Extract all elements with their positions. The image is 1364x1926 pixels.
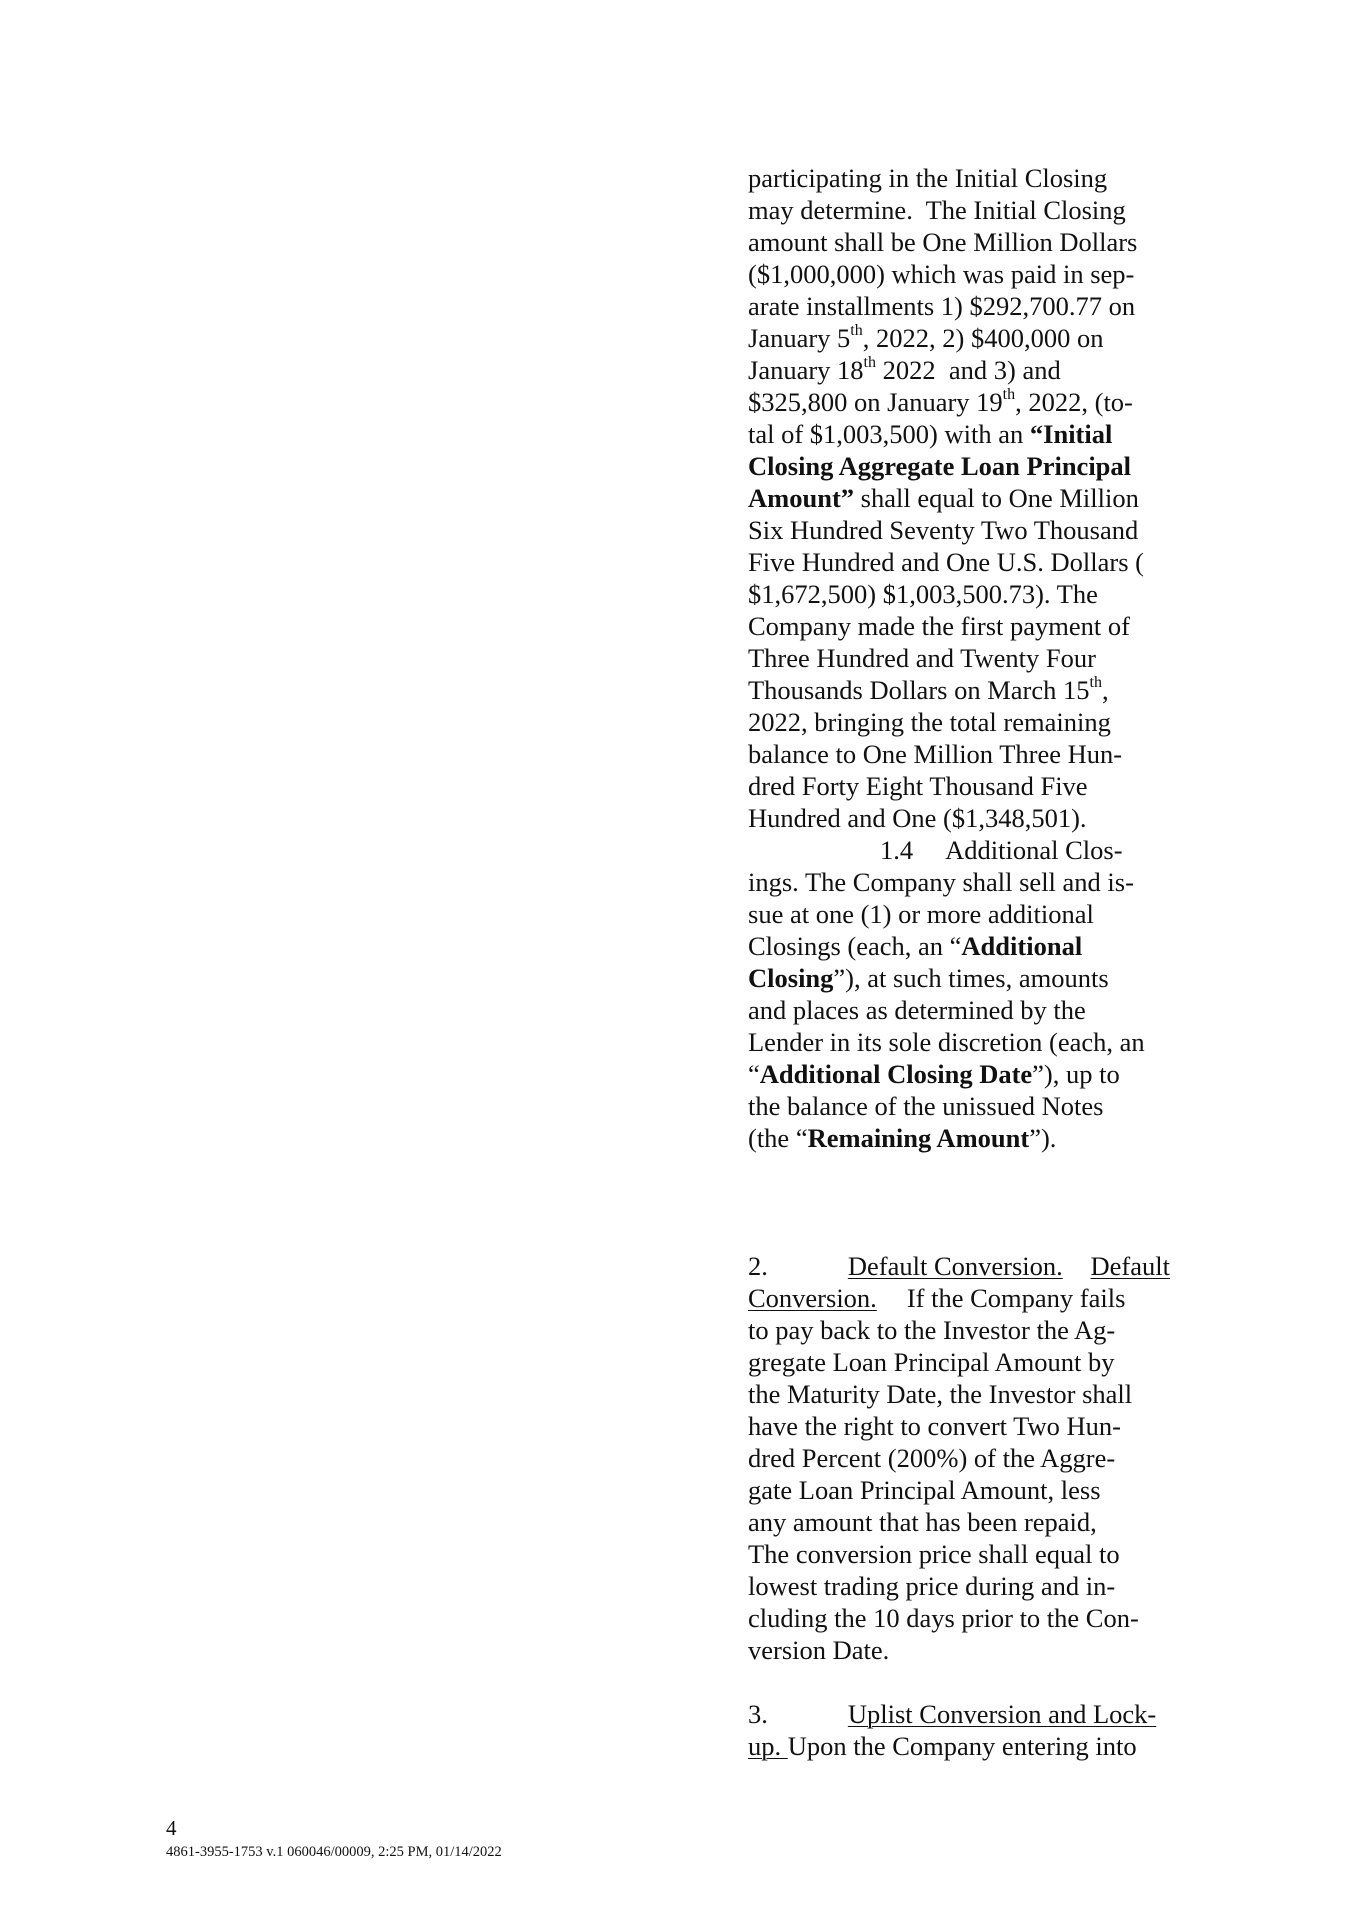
text-line: arate installments 1) $292,700.77 on: [748, 291, 1136, 321]
text-line: and places as determined by the: [748, 995, 1086, 1025]
section-number: 3.: [748, 1699, 768, 1729]
text-line: (the “Remaining Amount”).: [748, 1123, 1057, 1153]
section-title: Default: [1090, 1251, 1170, 1281]
text-line: may determine. The Initial Closing: [748, 195, 1126, 225]
section-1-4-heading: 1.4 Additional Clos-: [880, 835, 1123, 865]
text-line: Closings (each, an “Additional: [748, 931, 1083, 961]
text-line: Amount” shall equal to One Million: [748, 483, 1139, 513]
text-line: the Maturity Date, the Investor shall: [748, 1379, 1133, 1409]
section-number: 1.4: [880, 835, 914, 865]
text-line: Three Hundred and Twenty Four: [748, 643, 1096, 673]
text-line: [748, 450, 1170, 482]
text-line: dred Percent (200%) of the Aggre-: [748, 1443, 1116, 1473]
section-title: Conversion.: [748, 1283, 877, 1313]
text-line: gate Loan Principal Amount, less: [748, 1475, 1101, 1505]
text-line: amount shall be One Million Dollars: [748, 227, 1138, 257]
text-line: cluding the 10 days prior to the Con-: [748, 1603, 1139, 1633]
text-line: The conversion price shall equal to: [748, 1539, 1120, 1569]
defined-term: Additional Closing Date: [759, 1059, 1033, 1089]
blank-line: [748, 1218, 1170, 1250]
document-id-footer: 4861-3955-1753 v.1 060046/00009, 2:25 PM, 01/14/2022: [166, 1844, 502, 1860]
text-line: lowest trading price during and in-: [748, 1571, 1116, 1601]
section-title: Uplist Conversion and Lock-: [847, 1699, 1157, 1729]
text-line: tal of $1,003,500) with an “Initial: [748, 419, 1113, 449]
text-line: January 5th, 2022, 2) $400,000 on: [748, 322, 1104, 353]
text-line: Hundred and One ($1,348,501).: [748, 803, 1087, 833]
blank-line: [748, 1666, 1170, 1698]
text-line: participating in the Initial Closing: [748, 163, 1108, 193]
page-number: 4: [166, 1816, 177, 1840]
text-line: to pay back to the Investor the Ag-: [748, 1315, 1116, 1345]
text-line: Five Hundred and One U.S. Dollars (: [748, 547, 1144, 577]
text-line: $325,800 on January 19th, 2022, (to-: [748, 386, 1133, 417]
defined-term: Amount”: [748, 483, 855, 513]
text-line: sue at one (1) or more additional: [748, 899, 1094, 929]
text-line: Conversion. If the Company fails: [748, 1283, 1126, 1313]
text-line: “Additional Closing Date”), up to: [748, 1059, 1120, 1089]
defined-term: “Initial: [1029, 419, 1113, 449]
defined-term: Remaining Amount: [807, 1123, 1030, 1153]
text-line: 2022, bringing the total remaining: [748, 707, 1111, 737]
text-line: the balance of the unissued Notes: [748, 1091, 1104, 1121]
section-3-heading: [748, 1698, 1170, 1730]
text-line: balance to One Million Three Hun-: [748, 739, 1123, 769]
text-line: any amount that has been repaid,: [748, 1507, 1097, 1537]
text-line: Lender in its sole discretion (each, an: [748, 1027, 1145, 1057]
text-line: Company made the first payment of: [748, 611, 1130, 641]
text-line: have the right to convert Two Hun-: [748, 1411, 1121, 1441]
text-line: ings. The Company shall sell and is-: [748, 867, 1134, 897]
text-line: $1,672,500) $1,003,500.73). The: [748, 579, 1098, 609]
text-line: gregate Loan Principal Amount by: [748, 1347, 1115, 1377]
blank-line: [748, 1186, 1170, 1218]
defined-term: Closing: [748, 963, 834, 993]
blank-line: [748, 1154, 1170, 1186]
text-line: Six Hundred Seventy Two Thousand: [748, 515, 1139, 545]
text-line: Closing”), at such times, amounts: [748, 963, 1109, 993]
section-2-heading: [748, 1250, 1170, 1282]
body-text-column: [748, 162, 1170, 1762]
section-number: 2.: [748, 1251, 768, 1281]
defined-term: Closing Aggregate Loan Principal: [748, 451, 1132, 481]
section-title: up.: [748, 1731, 788, 1761]
text-line: up. Upon the Company entering into: [748, 1731, 1137, 1761]
text-line: ($1,000,000) which was paid in sep-: [748, 259, 1135, 289]
text-line: version Date.: [748, 1635, 890, 1665]
section-title: Default Conversion.: [847, 1251, 1063, 1281]
defined-term: Additional: [961, 931, 1083, 961]
text-line: January 18th 2022 and 3) and: [748, 354, 1061, 385]
text-line: Thousands Dollars on March 15th,: [748, 674, 1109, 705]
text-line: dred Forty Eight Thousand Five: [748, 771, 1088, 801]
